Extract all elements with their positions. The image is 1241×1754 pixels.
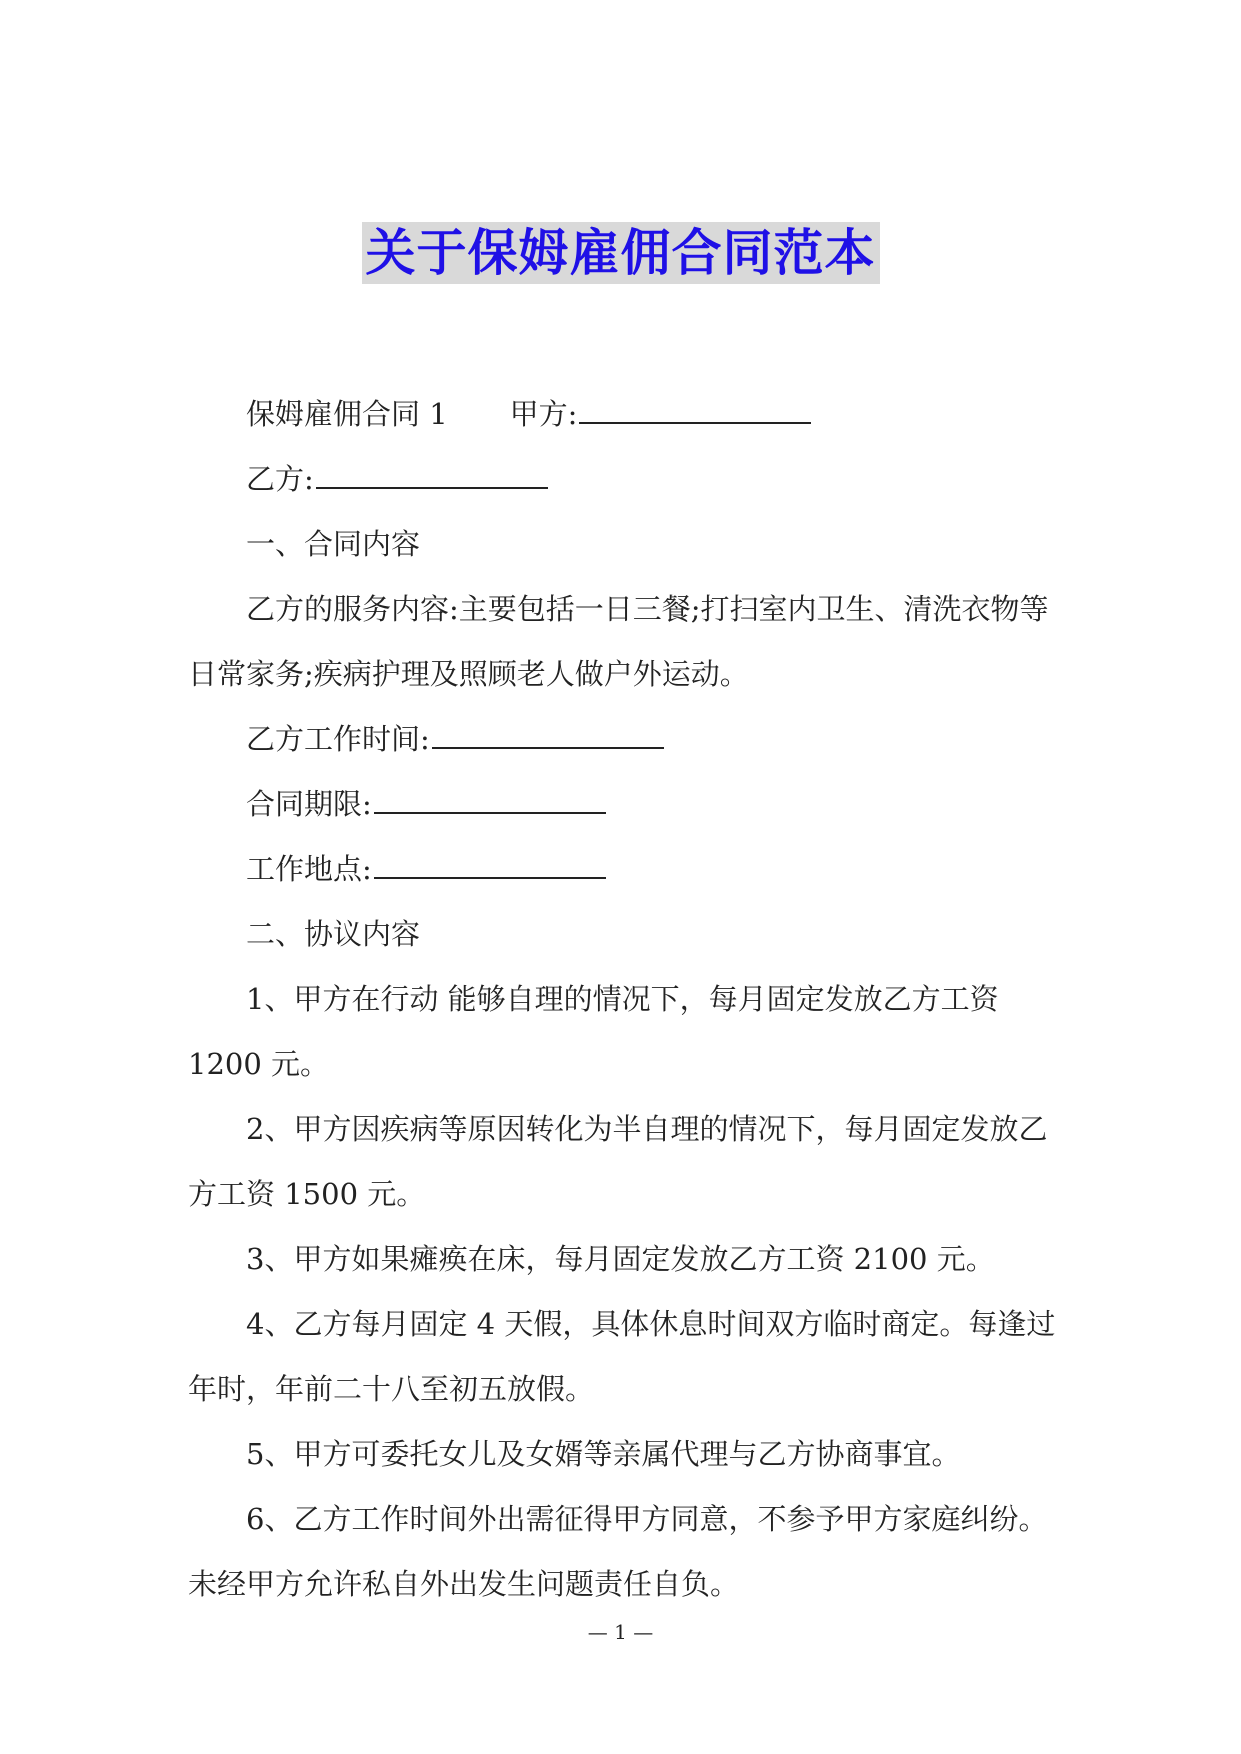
section-heading-2: 二、协议内容 [246, 917, 421, 951]
clause-3: 3、甲方如果瘫痪在床，每月固定发放乙方工资 2100 元。 [246, 1242, 995, 1276]
party-a-blank [579, 400, 811, 424]
party-b-blank [316, 465, 548, 489]
work-place-label: 工作地点: [246, 852, 372, 886]
contract-term-blank [374, 790, 606, 814]
work-place-blank [374, 855, 606, 879]
contract-name: 保姆雇佣合同 1 [246, 397, 448, 431]
document-body [188, 382, 1063, 1617]
title-container [0, 222, 1241, 284]
work-time-label: 乙方工作时间: [246, 722, 430, 756]
work-time-line [188, 707, 1063, 772]
party-b-line [188, 447, 1063, 512]
contract-heading-line [188, 382, 1063, 447]
clause-4: 4、乙方每月固定 4 天假，具体休息时间双方临时商定。每逢过年时，年前二十八至初五放假。 [188, 1307, 1056, 1406]
clause-6: 6、乙方工作时间外出需征得甲方同意，不参予甲方家庭纠纷。未经甲方允许私自外出发生问题责任自负。 [188, 1502, 1048, 1601]
contract-term-line [188, 772, 1063, 837]
contract-term-label: 合同期限: [246, 787, 372, 821]
clause-5: 5、甲方可委托女儿及女婿等亲属代理与乙方协商事宜。 [246, 1437, 961, 1471]
work-place-line [188, 837, 1063, 902]
party-a-label: 甲方: [509, 397, 578, 431]
party-b-label: 乙方: [246, 462, 314, 496]
clause-1: 1、甲方在行动 能够自理的情况下，每月固定发放乙方工资 1200 元。 [188, 982, 999, 1081]
service-content: 乙方的服务内容:主要包括一日三餐;打扫室内卫生、清洗衣物等日常家务;疾病护理及照顾老人做户外运动。 [188, 592, 1049, 691]
work-time-blank [432, 725, 664, 749]
section-heading-1: 一、合同内容 [246, 527, 421, 561]
document-title: 关于保姆雇佣合同范本 [362, 222, 880, 284]
page-number: — 1 — [587, 1620, 654, 1644]
clause-2: 2、甲方因疾病等原因转化为半自理的情况下，每月固定发放乙方工资 1500 元。 [188, 1112, 1048, 1211]
